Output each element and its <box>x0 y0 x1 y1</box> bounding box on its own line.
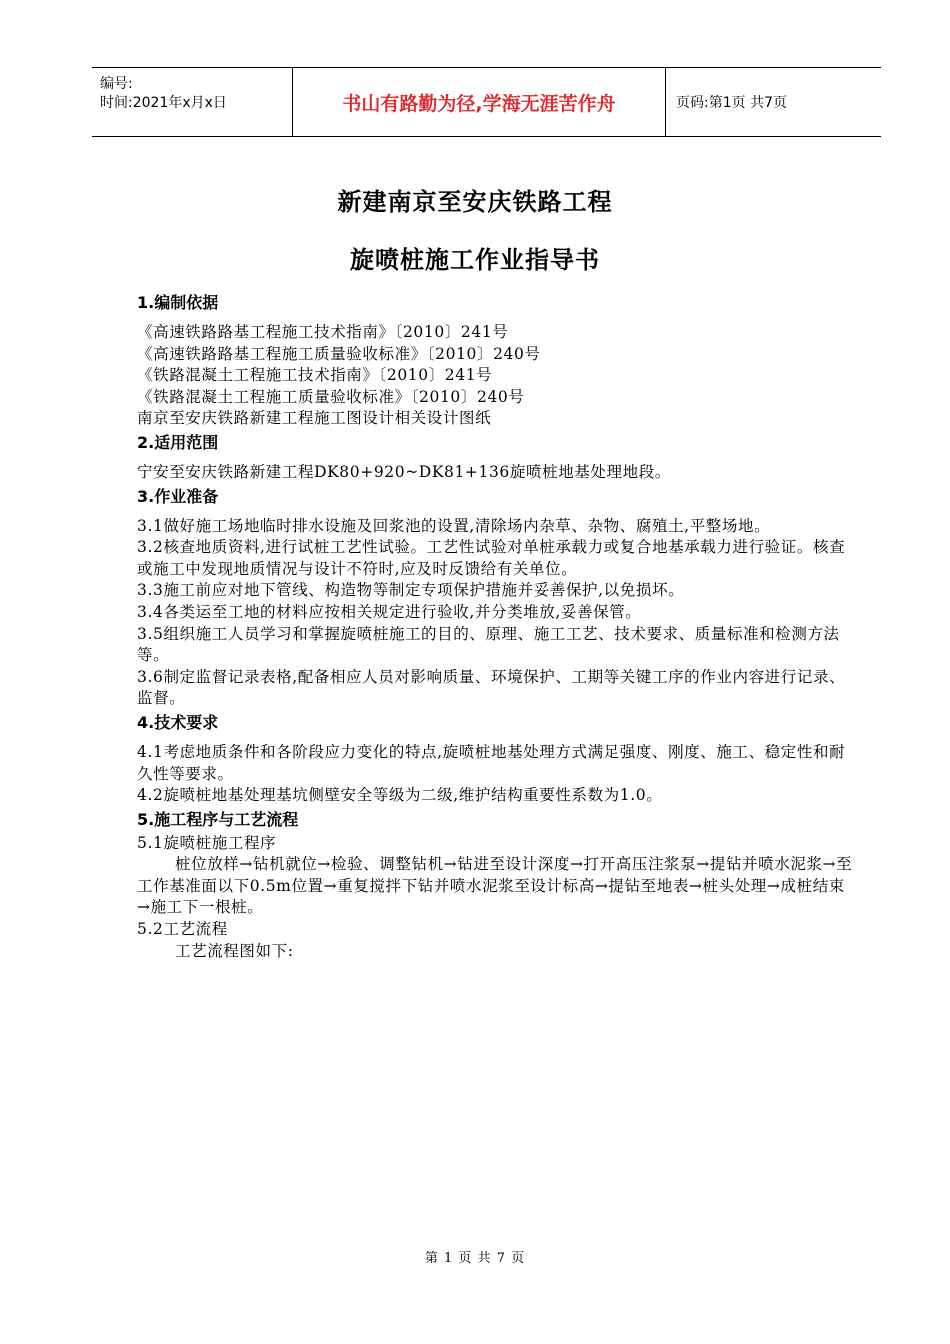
preparation-item: 3.5组织施工人员学习和掌握旋喷桩施工的目的、原理、施工工艺、技术要求、质量标准和检测方法等。 <box>137 624 840 665</box>
flow-subheading: 5.2工艺流程 <box>137 920 228 939</box>
preparation-item: 3.4各类运至工地的材料应按相关规定进行验收,并分类堆放,妥善保管。 <box>137 602 642 621</box>
header-page-info: 页码:第1页 共7页 <box>676 95 787 111</box>
section-heading-procedure: 5.施工程序与工艺流程 <box>137 809 299 829</box>
technical-item: 4.2旋喷桩地基处理基坑侧壁安全等级为二级,维护结构重要性系数为1.0。 <box>137 786 663 805</box>
header-meta-cell <box>92 68 293 136</box>
document-time-label: 时间:2021年x月x日 <box>100 95 227 111</box>
preparation-item: 3.3施工前应对地下管线、构造物等制定专项保护措施并妥善保护,以免损坏。 <box>137 581 685 600</box>
section-heading-scope: 2.适用范围 <box>137 432 219 452</box>
procedure-text: 桩位放样→钻机就位→检验、调整钻机→钻进至设计深度→打开高压注浆泵→提钻并喷水泥浆→至工作基准面以下0.5m位置→重复搅拌下钻并喷水泥浆至设计标高→提钻至地表→桩头处理→成桩结束→施工下一根桩。 <box>137 855 853 917</box>
section-heading-technical: 4.技术要求 <box>137 712 219 732</box>
basis-item: 《高速铁路路基工程施工质量验收标准》〔2010〕240号 <box>137 344 541 363</box>
preparation-item: 3.1做好施工场地临时排水设施及回浆池的设置,清除场内杂草、杂物、腐殖土,平整场地。 <box>137 516 771 535</box>
document-number-label: 编号: <box>100 76 133 92</box>
document-title-line2: 旋喷桩施工作业指导书 <box>350 246 600 274</box>
basis-item: 《铁路混凝土工程施工技术指南》〔2010〕241号 <box>137 366 493 385</box>
header-motto: 书山有路勤为径,学海无涯苦作舟 <box>293 68 666 136</box>
scope-item: 宁安至安庆铁路新建工程DK80+920~DK81+136旋喷桩地基处理地段。 <box>137 462 671 481</box>
procedure-subheading: 5.1旋喷桩施工程序 <box>137 833 277 852</box>
document-title-line1: 新建南京至安庆铁路工程 <box>337 188 613 216</box>
technical-item: 4.1考虑地质条件和各阶段应力变化的特点,旋喷桩地基处理方式满足强度、刚度、施工、稳定性和耐久性等要求。 <box>137 742 846 783</box>
preparation-item: 3.2核查地质资料,进行试桩工艺性试验。工艺性试验对单桩承载力或复合地基承载力进行验证。核查或施工中发现地质情况与设计不符时,应及时反馈给有关单位。 <box>137 538 846 578</box>
header-table <box>92 67 881 137</box>
preparation-item: 3.6制定监督记录表格,配备相应人员对影响质量、环境保护、工期等关键工序的作业内容进行记录、监督。 <box>137 667 846 708</box>
basis-item: 《高速铁路路基工程施工技术指南》〔2010〕241号 <box>137 323 509 341</box>
document-body <box>137 290 857 962</box>
page-footer: 第 1 页 共 7 页 <box>424 1251 526 1266</box>
flow-note: 工艺流程图如下: <box>175 941 294 960</box>
section-heading-basis: 1.编制依据 <box>137 293 219 312</box>
basis-item: 南京至安庆铁路新建工程施工图设计相关设计图纸 <box>137 409 492 428</box>
section-heading-preparation: 3.作业准备 <box>137 486 219 506</box>
basis-item: 《铁路混凝土工程施工质量验收标准》〔2010〕240号 <box>137 387 525 406</box>
